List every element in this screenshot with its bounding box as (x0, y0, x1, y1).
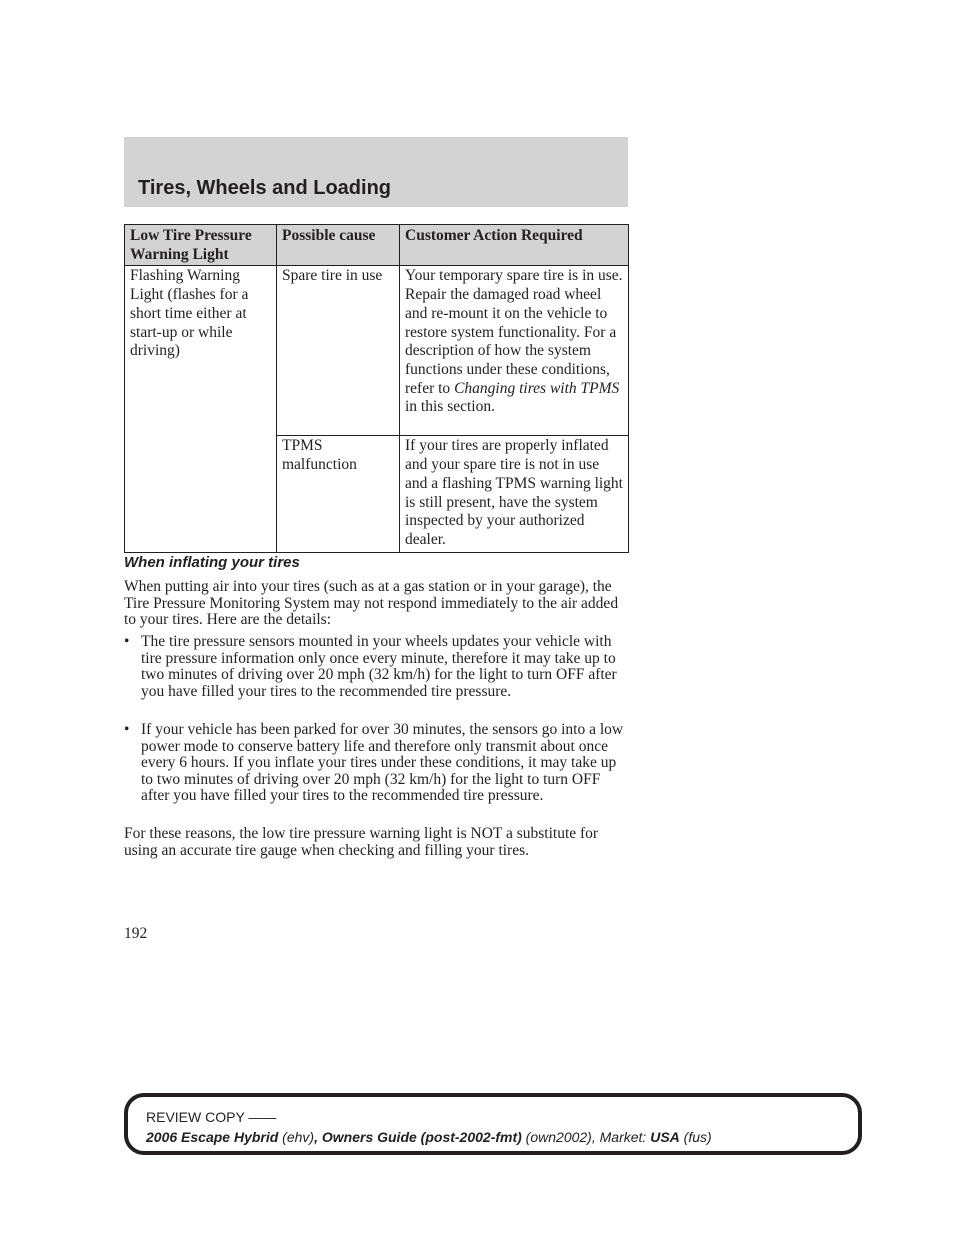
review-copy-footer (124, 1093, 862, 1155)
market-name: USA (650, 1129, 680, 1145)
vehicle-name: 2006 Escape Hybrid (146, 1129, 279, 1145)
review-copy-label: REVIEW COPY —— (146, 1109, 277, 1125)
bullet-text: If your vehicle has been parked for over 30 minutes, the sensors go into a low power mode to conserve battery life and therefore only transmit about once every 6 hours. If you inflate your tires under these conditions, it may take up to two minutes of driving over 20 mph (32 km/h) for the light to turn OFF after you have filled your tires to the recommended tire pressure. (141, 721, 624, 804)
subheading-inflating-tires: When inflating your tires (124, 554, 300, 571)
bullet-text: The tire pressure sensors mounted in your wheels updates your vehicle with tire pressure information only once every minute, therefore it may take up to two minutes of driving over 20 mph (32 km/h) for the light to turn OFF after you have filled your tires to the recommended tire pressure. (141, 633, 617, 700)
guide-code: (own2002) (521, 1129, 592, 1145)
separator: , (314, 1129, 322, 1145)
action-cell-tpms-malfunction: If your tires are properly inflated and your spare tire is not in use and a flashing TPMS warning light is still present, have the system inspected by your authorized dealer. (400, 436, 629, 552)
section-title: Tires, Wheels and Loading (138, 177, 392, 199)
tpms-warning-table (124, 224, 629, 553)
column-header-warning-light: Low Tire Pressure Warning Light (125, 225, 277, 266)
page-number: 192 (124, 925, 148, 942)
cross-reference: Changing tires with TPMS (454, 379, 620, 397)
list-item (124, 634, 624, 700)
list-item (124, 722, 624, 805)
column-header-possible-cause: Possible cause (277, 225, 400, 266)
market-code: (fus) (679, 1129, 712, 1145)
section-header-band (124, 137, 628, 207)
table-row (125, 266, 629, 436)
intro-paragraph: When putting air into your tires (such as at a gas station or in your garage), the Tire Pressure Monitoring System may not respond immediately to the air added to your tires. Here are the details: (124, 578, 619, 628)
action-cell-spare-tire (400, 266, 629, 436)
action-text-end: in this section. (405, 398, 495, 416)
warning-light-condition-cell: Flashing Warning Light (flashes for a short time either at start-up or while driving) (125, 266, 277, 552)
market-label: , Market: (591, 1129, 651, 1145)
closing-paragraph: For these reasons, the low tire pressure warning light is NOT a substitute for using an accurate tire gauge when checking and filling your tires. (124, 825, 599, 859)
column-header-customer-action: Customer Action Required (400, 225, 629, 266)
guide-name: Owners Guide (post-2002-fmt) (321, 1129, 522, 1145)
table-header-row (125, 225, 629, 266)
cause-cell-spare-tire: Spare tire in use (277, 266, 400, 436)
action-text-start: Your temporary spare tire is in use. Repair the damaged road wheel and re-mount it on the vehicle to restore system functionality. For a description of how the system functions under these conditions, refer to (405, 267, 623, 397)
bullet-icon: • (124, 633, 130, 650)
cause-cell-tpms-malfunction: TPMS malfunction (277, 436, 400, 552)
document-info (146, 1127, 858, 1147)
vehicle-code: (ehv) (278, 1129, 315, 1145)
bullet-icon: • (124, 721, 130, 738)
